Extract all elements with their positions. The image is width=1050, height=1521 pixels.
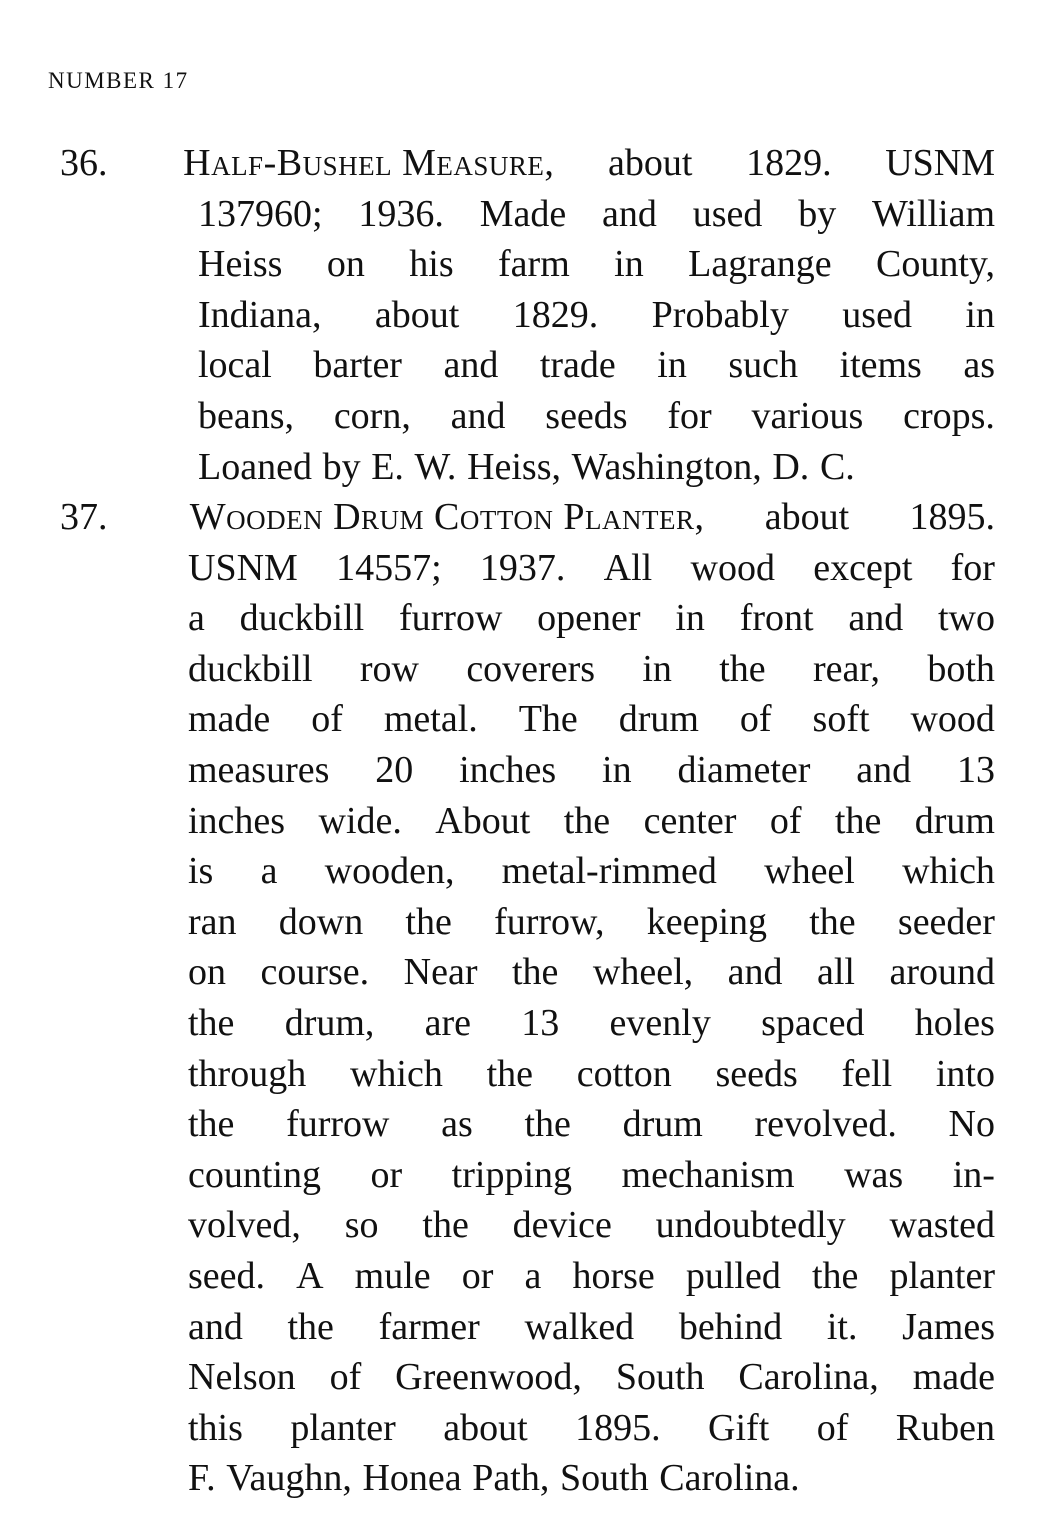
word: revolved. <box>754 1103 897 1146</box>
word: farm <box>498 243 570 286</box>
word: Probably <box>651 293 789 336</box>
word: on <box>326 243 365 286</box>
word: tripping <box>451 1153 572 1196</box>
word: of <box>329 1356 362 1399</box>
word: are <box>424 1002 472 1044</box>
word: 1829. <box>512 293 599 336</box>
word: USNM <box>188 546 298 589</box>
entry-text-line <box>188 1200 995 1250</box>
word: 137960; <box>198 192 323 235</box>
word: furrow <box>286 1103 390 1146</box>
word: mechanism <box>621 1153 795 1196</box>
word: the <box>422 1204 469 1247</box>
word: center <box>643 799 737 842</box>
word: 13 <box>957 749 995 791</box>
word: it. <box>826 1305 858 1348</box>
word: the <box>287 1305 334 1348</box>
word: a <box>524 1255 542 1297</box>
entry-text-line <box>198 290 995 340</box>
word: device <box>512 1204 612 1247</box>
word: 20 <box>375 749 414 791</box>
word: keeping <box>646 900 768 943</box>
word: mule <box>354 1255 431 1297</box>
word: for <box>667 395 712 437</box>
word: undoubtedly <box>655 1204 846 1247</box>
entry-text-line <box>198 239 995 289</box>
word: crops. <box>903 395 995 437</box>
word: course. <box>260 951 370 994</box>
word: furrow <box>398 597 503 640</box>
word: drum <box>618 698 699 741</box>
word: fell <box>841 1052 893 1095</box>
word: wheel <box>764 850 855 893</box>
entry-text-line <box>188 796 995 846</box>
word: made <box>188 698 271 741</box>
word: Gift <box>708 1406 770 1449</box>
word: items <box>839 344 922 387</box>
word: the <box>524 1103 571 1146</box>
word: cotton <box>576 1052 672 1095</box>
word: E. <box>371 445 404 488</box>
word: barter <box>313 344 402 387</box>
word: the <box>809 900 856 943</box>
entry-text-line <box>188 1049 995 1099</box>
entry-title: Wooden Drum Cotton Planter, <box>189 496 705 538</box>
word: coverers <box>466 647 596 690</box>
word: the <box>563 799 611 842</box>
word: South <box>615 1356 705 1399</box>
word: farmer <box>378 1305 480 1348</box>
word: seeds <box>545 395 628 437</box>
word: by <box>322 445 361 488</box>
word: No <box>948 1103 995 1146</box>
word: inches <box>188 799 286 842</box>
entry-number: 37. <box>60 496 108 538</box>
word: drum, <box>284 1002 375 1044</box>
word: inches <box>459 749 557 791</box>
word: Greenwood, <box>395 1356 582 1399</box>
word: Made <box>479 192 567 235</box>
word: of <box>739 698 772 741</box>
word: duckbill <box>239 597 365 640</box>
word: the <box>486 1052 533 1095</box>
word: 14557; <box>336 546 442 589</box>
word: A <box>296 1255 324 1297</box>
entry-text-line <box>188 998 995 1048</box>
word: in <box>602 749 632 791</box>
entry-text-line <box>188 897 995 947</box>
word: All <box>603 546 653 589</box>
word: walked <box>524 1305 635 1348</box>
word: the <box>811 1255 859 1297</box>
word: James <box>902 1305 995 1348</box>
word: beans, <box>198 395 295 437</box>
word: volved, <box>188 1204 301 1247</box>
word: County, <box>876 243 995 286</box>
entry-text-line <box>188 1150 995 1200</box>
word: both <box>927 647 995 690</box>
word: 1895. <box>575 1406 661 1449</box>
word: the <box>511 951 559 994</box>
word: in <box>657 344 687 387</box>
word: Lagrange <box>688 243 832 286</box>
word: of <box>311 698 343 741</box>
word: drum <box>622 1103 703 1146</box>
word: ran <box>188 900 237 943</box>
word: such <box>728 344 799 387</box>
word: South <box>559 1457 649 1500</box>
word: two <box>938 597 995 640</box>
word: Indiana, <box>198 293 322 336</box>
entry-text-line <box>198 391 995 441</box>
entry-text-line <box>188 543 995 593</box>
word: opener <box>537 597 641 640</box>
word: is <box>188 850 214 893</box>
word: Carolina. <box>659 1457 800 1500</box>
word: or <box>370 1153 403 1196</box>
word: through <box>188 1052 307 1095</box>
entry-text-line <box>198 189 995 239</box>
word: about <box>608 142 693 184</box>
word: Loaned <box>198 445 312 488</box>
word: D. <box>772 445 810 488</box>
entry-text-line <box>188 593 995 643</box>
word: wide. <box>318 799 402 842</box>
word: About <box>435 799 531 842</box>
entry-number: 36. <box>60 142 108 184</box>
word: which <box>349 1052 443 1095</box>
word: all <box>816 951 855 994</box>
word: of <box>816 1406 849 1449</box>
word: counting <box>188 1153 321 1196</box>
word: around <box>889 951 995 994</box>
word: soft <box>812 698 870 741</box>
word: 1829. <box>746 142 832 184</box>
word: a <box>188 597 205 640</box>
word: metal-rimmed <box>501 850 717 893</box>
entry-heading-line <box>60 492 995 542</box>
word: and <box>856 749 912 791</box>
word: wood <box>690 546 775 589</box>
word: this <box>188 1406 243 1449</box>
entry-text-line <box>188 1453 995 1503</box>
word: the <box>188 1103 235 1146</box>
word: or <box>461 1255 494 1297</box>
word: as <box>441 1103 473 1146</box>
word: diameter <box>677 749 811 791</box>
word: wood <box>910 698 995 741</box>
word: Carolina, <box>738 1356 879 1399</box>
word: of <box>769 799 802 842</box>
entry-text-line <box>198 340 995 390</box>
word: metal. <box>383 698 478 741</box>
word: down <box>278 900 364 943</box>
word: various <box>751 395 864 437</box>
word: drum <box>914 799 995 842</box>
word: used <box>692 192 763 235</box>
word: into <box>935 1052 995 1095</box>
word: wasted <box>889 1204 995 1247</box>
word: Heiss, <box>467 445 562 488</box>
word: and <box>602 192 657 235</box>
word: his <box>409 243 454 286</box>
word: Washington, <box>571 445 762 488</box>
word: in <box>642 647 672 690</box>
word: the <box>719 647 766 690</box>
word: W. <box>414 445 457 488</box>
word: horse <box>572 1255 655 1297</box>
word: pulled <box>685 1255 781 1297</box>
word: measures <box>188 749 330 791</box>
word: front <box>739 597 814 640</box>
word: and <box>443 344 499 387</box>
entry-heading-line <box>60 138 995 188</box>
word: Near <box>403 951 478 994</box>
word: row <box>359 647 419 690</box>
word: which <box>902 850 995 893</box>
entry-text-line <box>188 947 995 997</box>
entry-text-line <box>188 1352 995 1402</box>
word: F. <box>188 1457 216 1500</box>
word: seeds <box>715 1052 798 1095</box>
word: the <box>834 799 882 842</box>
word: 1937. <box>479 546 566 589</box>
word: furrow, <box>494 900 605 943</box>
word: duckbill <box>188 647 313 690</box>
word: about <box>764 496 850 538</box>
running-head: NUMBER 17 <box>48 68 189 93</box>
word: wooden, <box>324 850 455 893</box>
word: in <box>965 293 995 336</box>
word: local <box>198 344 272 387</box>
word: the <box>188 1002 235 1044</box>
word: made <box>912 1356 995 1399</box>
word: The <box>518 698 578 741</box>
word: seeder <box>897 900 995 943</box>
word: Vaughn, <box>226 1457 352 1500</box>
word: so <box>344 1204 379 1247</box>
word: on <box>188 951 226 994</box>
word: Ruben <box>895 1406 995 1449</box>
entry-text-line <box>188 1403 995 1453</box>
entry-text-line <box>188 1099 995 1149</box>
word: C. <box>819 445 855 488</box>
word: and <box>188 1305 243 1348</box>
entry-text-line <box>188 644 995 694</box>
word: 13 <box>521 1002 560 1044</box>
word: used <box>842 293 912 336</box>
word: as <box>963 344 995 387</box>
word: the <box>405 900 452 943</box>
word: planter <box>290 1406 396 1449</box>
word: spaced <box>761 1002 865 1044</box>
entry-text-line <box>188 846 995 896</box>
word: for <box>950 546 995 589</box>
entry-text-line <box>188 745 995 795</box>
word: Heiss <box>198 243 283 286</box>
word: USNM <box>885 142 995 184</box>
word: behind <box>678 1305 783 1348</box>
word: and <box>450 395 506 437</box>
word: corn, <box>333 395 411 437</box>
word: William <box>872 192 995 235</box>
entry-text-line <box>188 1302 995 1352</box>
word: by <box>798 192 837 235</box>
entry-title: Half-Bushel Measure, <box>183 142 555 184</box>
entry-text-line <box>198 442 995 492</box>
word: seed. <box>188 1255 266 1297</box>
word: Path, <box>472 1457 550 1500</box>
word: was <box>844 1153 904 1196</box>
word: Nelson <box>188 1356 296 1399</box>
word: wheel, <box>592 951 694 994</box>
entry-text-line <box>188 694 995 744</box>
word: in <box>675 597 705 640</box>
word: planter <box>889 1255 995 1297</box>
word: about <box>374 293 460 336</box>
word: 1936. <box>358 192 444 235</box>
word: trade <box>539 344 616 387</box>
word: Honea <box>362 1457 462 1500</box>
word: and <box>727 951 783 994</box>
word: 1895. <box>909 496 995 538</box>
word: about <box>443 1406 528 1449</box>
word: in- <box>952 1153 995 1196</box>
word: and <box>848 597 904 640</box>
word: holes <box>914 1002 995 1044</box>
entry-text-line <box>188 1251 995 1301</box>
word: rear, <box>813 647 881 690</box>
word: evenly <box>609 1002 711 1044</box>
word: a <box>260 850 278 893</box>
word: in <box>614 243 644 286</box>
word: except <box>813 546 913 589</box>
